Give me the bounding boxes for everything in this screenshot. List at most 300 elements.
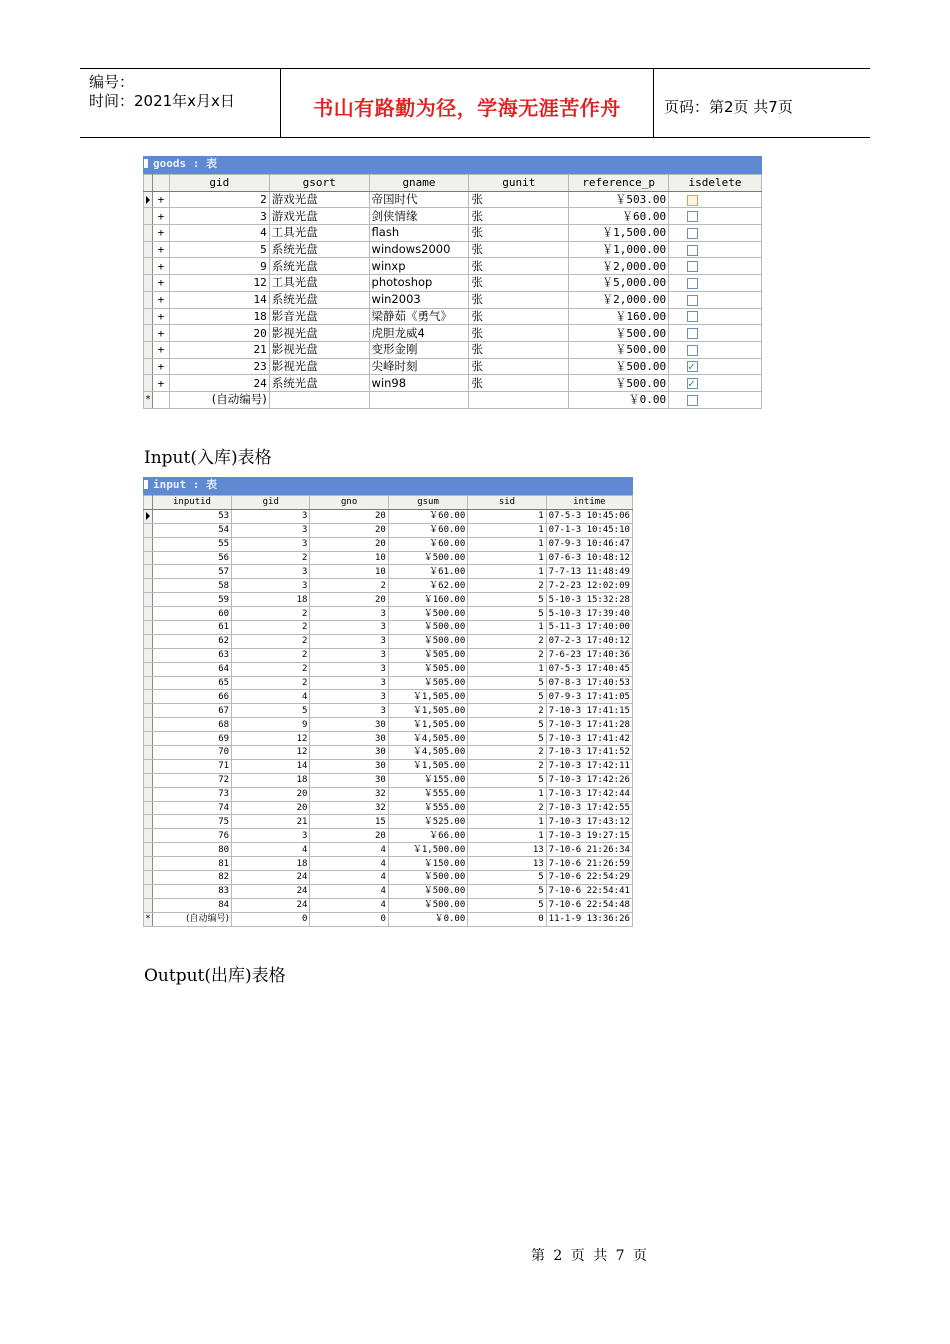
row-selector[interactable] xyxy=(144,565,153,579)
isdelete-checkbox[interactable] xyxy=(687,378,698,389)
cell-gid[interactable]: 3 xyxy=(169,208,269,225)
cell-gno[interactable]: 2 xyxy=(310,579,388,593)
table-row[interactable] xyxy=(144,241,762,258)
row-selector[interactable] xyxy=(144,634,153,648)
cell-sid[interactable]: 1 xyxy=(468,523,546,537)
cell-gid[interactable]: 14 xyxy=(169,291,269,308)
cell-gsum[interactable]: ￥505.00 xyxy=(388,662,467,676)
cell-gno[interactable]: 20 xyxy=(310,537,388,551)
cell-inputid[interactable]: 61 xyxy=(152,621,231,635)
cell-reference-p[interactable]: ￥1,000.00 xyxy=(569,241,669,258)
cell-isdelete[interactable] xyxy=(669,391,762,408)
cell-gno[interactable]: 4 xyxy=(310,857,388,871)
isdelete-checkbox[interactable] xyxy=(687,228,698,239)
table-row[interactable] xyxy=(144,676,633,690)
cell-gsum[interactable]: ￥62.00 xyxy=(388,579,467,593)
cell-reference-p[interactable]: ￥500.00 xyxy=(569,375,669,392)
cell-gsum[interactable]: ￥1,505.00 xyxy=(388,759,467,773)
table-row[interactable] xyxy=(144,884,633,898)
cell-intime[interactable]: 7-6-23 17:40:36 xyxy=(546,648,632,662)
table-row[interactable] xyxy=(144,593,633,607)
cell-gid[interactable]: 24 xyxy=(232,898,310,912)
cell-inputid[interactable]: 62 xyxy=(152,634,231,648)
cell-sid[interactable]: 2 xyxy=(468,746,546,760)
cell-intime[interactable]: 07-6-3 10:48:12 xyxy=(546,551,632,565)
table-row[interactable] xyxy=(144,843,633,857)
cell-gno[interactable]: 20 xyxy=(310,593,388,607)
cell-gsum[interactable]: ￥1,505.00 xyxy=(388,690,467,704)
row-selector[interactable] xyxy=(144,898,153,912)
cell-reference-p[interactable]: ￥2,000.00 xyxy=(569,258,669,275)
row-selector[interactable] xyxy=(144,579,153,593)
table-row[interactable] xyxy=(144,208,762,225)
cell-sid[interactable]: 2 xyxy=(468,579,546,593)
cell-sid[interactable]: 2 xyxy=(468,634,546,648)
cell-gname[interactable] xyxy=(369,391,469,408)
cell-gunit[interactable]: 张 xyxy=(469,225,569,242)
table-row[interactable] xyxy=(144,537,633,551)
expand-plus-icon[interactable]: + xyxy=(152,375,169,392)
cell-reference-p[interactable]: ￥503.00 xyxy=(569,191,669,208)
isdelete-checkbox[interactable] xyxy=(687,295,698,306)
new-record-marker[interactable]: * xyxy=(145,914,151,925)
cell-sid[interactable]: 1 xyxy=(468,551,546,565)
cell-gsum[interactable]: ￥0.00 xyxy=(388,912,467,926)
cell-inputid[interactable]: 83 xyxy=(152,884,231,898)
cell-intime[interactable]: 7-10-3 19:27:15 xyxy=(546,829,632,843)
cell-sid[interactable]: 1 xyxy=(468,829,546,843)
cell-sid[interactable]: 0 xyxy=(468,912,546,926)
cell-reference-p[interactable]: ￥2,000.00 xyxy=(569,291,669,308)
row-selector[interactable] xyxy=(144,208,153,225)
cell-gsum[interactable]: ￥4,505.00 xyxy=(388,732,467,746)
cell-inputid[interactable]: 66 xyxy=(152,690,231,704)
cell-gunit[interactable]: 张 xyxy=(469,341,569,358)
cell-gid[interactable]: 9 xyxy=(169,258,269,275)
row-selector[interactable] xyxy=(144,275,153,292)
cell-gno[interactable]: 3 xyxy=(310,704,388,718)
cell-inputid[interactable]: 55 xyxy=(152,537,231,551)
row-selector[interactable] xyxy=(144,593,153,607)
table-row[interactable] xyxy=(144,341,762,358)
isdelete-checkbox[interactable] xyxy=(687,211,698,222)
cell-intime[interactable]: 07-5-3 10:45:06 xyxy=(546,509,632,523)
cell-isdelete[interactable] xyxy=(669,275,762,292)
table-row[interactable] xyxy=(144,225,762,242)
cell-gid[interactable]: 3 xyxy=(232,579,310,593)
isdelete-checkbox[interactable] xyxy=(687,311,698,322)
row-selector[interactable] xyxy=(144,607,153,621)
cell-gid[interactable]: 2 xyxy=(232,648,310,662)
cell-sid[interactable]: 1 xyxy=(468,621,546,635)
cell-gsum[interactable]: ￥1,505.00 xyxy=(388,718,467,732)
cell-gname[interactable]: 梁静茹《勇气》 xyxy=(369,308,469,325)
cell-gsum[interactable]: ￥500.00 xyxy=(388,884,467,898)
cell-gno[interactable]: 3 xyxy=(310,607,388,621)
cell-sid[interactable]: 2 xyxy=(468,648,546,662)
table-row[interactable] xyxy=(144,648,633,662)
expand-plus-icon[interactable]: + xyxy=(152,258,169,275)
expand-plus-icon[interactable]: + xyxy=(152,191,169,208)
row-selector[interactable] xyxy=(144,258,153,275)
table-row[interactable] xyxy=(144,704,633,718)
cell-gname[interactable]: photoshop xyxy=(369,275,469,292)
cell-gno[interactable]: 3 xyxy=(310,690,388,704)
cell-gunit[interactable]: 张 xyxy=(469,191,569,208)
cell-isdelete[interactable] xyxy=(669,358,762,375)
row-selector[interactable] xyxy=(144,815,153,829)
cell-gsort[interactable]: 影视光盘 xyxy=(269,341,369,358)
cell-gno[interactable]: 3 xyxy=(310,676,388,690)
row-selector[interactable] xyxy=(144,621,153,635)
cell-gno[interactable]: 4 xyxy=(310,884,388,898)
cell-gid[interactable]: 24 xyxy=(232,871,310,885)
cell-reference-p[interactable]: ￥500.00 xyxy=(569,358,669,375)
cell-isdelete[interactable] xyxy=(669,208,762,225)
column-header-gunit[interactable]: gunit xyxy=(469,175,569,192)
cell-isdelete[interactable] xyxy=(669,341,762,358)
cell-intime[interactable]: 7-10-3 17:42:11 xyxy=(546,759,632,773)
cell-gunit[interactable]: 张 xyxy=(469,208,569,225)
cell-gsort[interactable]: 系统光盘 xyxy=(269,241,369,258)
expand-plus-icon[interactable]: + xyxy=(152,291,169,308)
cell-intime[interactable]: 7-10-3 17:42:55 xyxy=(546,801,632,815)
expand-plus-icon[interactable]: + xyxy=(152,341,169,358)
cell-gid[interactable]: 20 xyxy=(232,787,310,801)
cell-inputid[interactable]: 82 xyxy=(152,871,231,885)
cell-reference-p[interactable]: ￥0.00 xyxy=(569,391,669,408)
cell-gid[interactable]: 24 xyxy=(232,884,310,898)
table-row[interactable] xyxy=(144,871,633,885)
cell-gname[interactable]: windows2000 xyxy=(369,241,469,258)
table-row[interactable] xyxy=(144,801,633,815)
cell-gno[interactable]: 4 xyxy=(310,843,388,857)
isdelete-checkbox[interactable] xyxy=(687,261,698,272)
cell-gno[interactable]: 3 xyxy=(310,634,388,648)
cell-gsum[interactable]: ￥500.00 xyxy=(388,607,467,621)
column-header-gname[interactable]: gname xyxy=(369,175,469,192)
cell-gid[interactable]: 5 xyxy=(169,241,269,258)
cell-intime[interactable]: 5-10-3 15:32:28 xyxy=(546,593,632,607)
cell-sid[interactable]: 1 xyxy=(468,815,546,829)
cell-sid[interactable]: 5 xyxy=(468,718,546,732)
row-selector[interactable] xyxy=(144,325,153,342)
cell-gsort[interactable]: 系统光盘 xyxy=(269,291,369,308)
cell-gid[interactable]: 18 xyxy=(232,857,310,871)
cell-intime[interactable]: 07-5-3 17:40:45 xyxy=(546,662,632,676)
row-selector[interactable] xyxy=(144,662,153,676)
cell-intime[interactable]: 07-9-3 17:41:05 xyxy=(546,690,632,704)
cell-intime[interactable]: 7-10-3 17:41:52 xyxy=(546,746,632,760)
cell-gid[interactable]: 3 xyxy=(232,565,310,579)
cell-gid[interactable]: 24 xyxy=(169,375,269,392)
cell-gid[interactable]: 23 xyxy=(169,358,269,375)
cell-sid[interactable]: 2 xyxy=(468,759,546,773)
cell-inputid[interactable]: 80 xyxy=(152,843,231,857)
cell-gno[interactable]: 20 xyxy=(310,509,388,523)
cell-inputid[interactable]: 60 xyxy=(152,607,231,621)
cell-gno[interactable]: 15 xyxy=(310,815,388,829)
row-selector[interactable] xyxy=(144,871,153,885)
table-row[interactable] xyxy=(144,191,762,208)
cell-intime[interactable]: 7-10-6 21:26:59 xyxy=(546,857,632,871)
row-selector[interactable] xyxy=(144,759,153,773)
cell-gname[interactable]: win98 xyxy=(369,375,469,392)
row-selector[interactable] xyxy=(144,308,153,325)
cell-intime[interactable]: 7-2-23 12:02:09 xyxy=(546,579,632,593)
row-selector[interactable] xyxy=(144,225,153,242)
cell-gunit[interactable]: 张 xyxy=(469,241,569,258)
cell-gno[interactable]: 32 xyxy=(310,787,388,801)
cell-inputid[interactable]: 74 xyxy=(152,801,231,815)
isdelete-checkbox[interactable] xyxy=(687,345,698,356)
table-row[interactable] xyxy=(144,258,762,275)
cell-gsum[interactable]: ￥525.00 xyxy=(388,815,467,829)
cell-gid[interactable]: 2 xyxy=(232,634,310,648)
cell-isdelete[interactable] xyxy=(669,291,762,308)
cell-gid[interactable]: 3 xyxy=(232,523,310,537)
cell-gno[interactable]: 30 xyxy=(310,759,388,773)
cell-gname[interactable]: 帝国时代 xyxy=(369,191,469,208)
row-selector[interactable] xyxy=(144,704,153,718)
row-selector[interactable] xyxy=(144,341,153,358)
table-row[interactable] xyxy=(144,829,633,843)
cell-inputid[interactable]: 68 xyxy=(152,718,231,732)
cell-gsum[interactable]: ￥500.00 xyxy=(388,898,467,912)
cell-intime[interactable]: 07-2-3 17:40:12 xyxy=(546,634,632,648)
cell-gid[interactable]: 18 xyxy=(232,593,310,607)
table-row[interactable] xyxy=(144,565,633,579)
cell-gsort[interactable]: 游戏光盘 xyxy=(269,191,369,208)
isdelete-checkbox[interactable] xyxy=(687,245,698,256)
cell-sid[interactable]: 1 xyxy=(468,509,546,523)
table-row[interactable] xyxy=(144,690,633,704)
cell-sid[interactable]: 5 xyxy=(468,607,546,621)
column-header-intime[interactable]: intime xyxy=(546,496,632,510)
cell-intime[interactable]: 7-10-3 17:43:12 xyxy=(546,815,632,829)
cell-sid[interactable]: 1 xyxy=(468,662,546,676)
new-record-marker[interactable]: * xyxy=(144,391,153,408)
row-selector[interactable] xyxy=(144,732,153,746)
cell-gid[interactable]: 2 xyxy=(232,676,310,690)
cell-gsort[interactable]: 影音光盘 xyxy=(269,308,369,325)
cell-reference-p[interactable]: ￥1,500.00 xyxy=(569,225,669,242)
cell-gsum[interactable]: ￥500.00 xyxy=(388,551,467,565)
cell-gsum[interactable]: ￥505.00 xyxy=(388,648,467,662)
row-selector[interactable] xyxy=(144,843,153,857)
cell-gsort[interactable]: 游戏光盘 xyxy=(269,208,369,225)
cell-gid[interactable]: 9 xyxy=(232,718,310,732)
cell-gname[interactable]: 剑侠情缘 xyxy=(369,208,469,225)
cell-intime[interactable]: 11-1-9 13:36:26 xyxy=(546,912,632,926)
cell-inputid[interactable]: 53 xyxy=(152,509,231,523)
cell-gsum[interactable]: ￥150.00 xyxy=(388,857,467,871)
cell-inputid[interactable]: 75 xyxy=(152,815,231,829)
cell-gid[interactable]: 2 xyxy=(232,551,310,565)
cell-gid[interactable]: 18 xyxy=(169,308,269,325)
cell-gid[interactable]: 20 xyxy=(232,801,310,815)
cell-isdelete[interactable] xyxy=(669,241,762,258)
column-header-inputid[interactable]: inputid xyxy=(152,496,231,510)
table-row[interactable] xyxy=(144,579,633,593)
cell-inputid[interactable]: 70 xyxy=(152,746,231,760)
cell-sid[interactable]: 13 xyxy=(468,857,546,871)
cell-gid[interactable]: (自动编号) xyxy=(169,391,269,408)
cell-gname[interactable]: flash xyxy=(369,225,469,242)
cell-inputid[interactable]: 76 xyxy=(152,829,231,843)
cell-gname[interactable]: winxp xyxy=(369,258,469,275)
cell-inputid[interactable]: 58 xyxy=(152,579,231,593)
row-selector[interactable] xyxy=(144,884,153,898)
cell-inputid[interactable]: 54 xyxy=(152,523,231,537)
cell-gsum[interactable]: ￥505.00 xyxy=(388,676,467,690)
cell-inputid[interactable]: 59 xyxy=(152,593,231,607)
table-row[interactable] xyxy=(144,358,762,375)
table-row[interactable] xyxy=(144,773,633,787)
column-header-reference-p[interactable]: reference_p xyxy=(569,175,669,192)
cell-gid[interactable]: 2 xyxy=(232,662,310,676)
cell-gid[interactable]: 4 xyxy=(232,690,310,704)
row-selector[interactable] xyxy=(144,537,153,551)
cell-gid[interactable]: 21 xyxy=(169,341,269,358)
cell-gunit[interactable]: 张 xyxy=(469,308,569,325)
cell-gsort[interactable] xyxy=(269,391,369,408)
column-header-gno[interactable]: gno xyxy=(310,496,388,510)
cell-intime[interactable]: 7-10-6 22:54:41 xyxy=(546,884,632,898)
cell-inputid[interactable]: 72 xyxy=(152,773,231,787)
expand-plus-icon[interactable]: + xyxy=(152,275,169,292)
cell-gsort[interactable]: 工具光盘 xyxy=(269,225,369,242)
cell-gid[interactable]: 12 xyxy=(169,275,269,292)
cell-inputid[interactable]: 64 xyxy=(152,662,231,676)
table-row[interactable] xyxy=(144,523,633,537)
row-selector[interactable] xyxy=(144,358,153,375)
cell-intime[interactable]: 7-10-3 17:41:15 xyxy=(546,704,632,718)
cell-intime[interactable]: 07-9-3 10:46:47 xyxy=(546,537,632,551)
table-row[interactable] xyxy=(144,815,633,829)
cell-gno[interactable]: 3 xyxy=(310,648,388,662)
cell-gid[interactable]: 12 xyxy=(232,732,310,746)
cell-gno[interactable]: 0 xyxy=(310,912,388,926)
cell-gsum[interactable]: ￥160.00 xyxy=(388,593,467,607)
cell-inputid[interactable]: 69 xyxy=(152,732,231,746)
cell-gunit[interactable] xyxy=(469,391,569,408)
cell-gid[interactable]: 4 xyxy=(169,225,269,242)
cell-reference-p[interactable]: ￥60.00 xyxy=(569,208,669,225)
cell-gid[interactable]: 2 xyxy=(232,621,310,635)
table-row[interactable] xyxy=(144,607,633,621)
row-selector[interactable] xyxy=(144,690,153,704)
table-row[interactable] xyxy=(144,759,633,773)
cell-gsum[interactable]: ￥66.00 xyxy=(388,829,467,843)
cell-sid[interactable]: 5 xyxy=(468,773,546,787)
cell-sid[interactable]: 5 xyxy=(468,676,546,690)
cell-intime[interactable]: 7-10-3 17:41:28 xyxy=(546,718,632,732)
column-header-gsum[interactable]: gsum xyxy=(388,496,467,510)
cell-intime[interactable]: 7-10-3 17:42:44 xyxy=(546,787,632,801)
cell-gsort[interactable]: 系统光盘 xyxy=(269,258,369,275)
cell-inputid[interactable]: 63 xyxy=(152,648,231,662)
cell-gsum[interactable]: ￥1,505.00 xyxy=(388,704,467,718)
cell-gid[interactable]: 3 xyxy=(232,537,310,551)
table-row[interactable] xyxy=(144,857,633,871)
table-row[interactable] xyxy=(144,732,633,746)
row-selector[interactable] xyxy=(144,718,153,732)
cell-inputid[interactable]: 73 xyxy=(152,787,231,801)
table-row[interactable] xyxy=(144,662,633,676)
cell-gunit[interactable]: 张 xyxy=(469,375,569,392)
cell-gid[interactable]: 18 xyxy=(232,773,310,787)
isdelete-checkbox[interactable] xyxy=(687,328,698,339)
table-row[interactable] xyxy=(144,291,762,308)
cell-gsum[interactable]: ￥155.00 xyxy=(388,773,467,787)
cell-gid[interactable]: 5 xyxy=(232,704,310,718)
cell-gsort[interactable]: 影视光盘 xyxy=(269,325,369,342)
cell-intime[interactable]: 7-10-3 17:41:42 xyxy=(546,732,632,746)
cell-sid[interactable]: 1 xyxy=(468,787,546,801)
cell-intime[interactable]: 7-10-6 22:54:48 xyxy=(546,898,632,912)
cell-gunit[interactable]: 张 xyxy=(469,325,569,342)
cell-gsum[interactable]: ￥1,500.00 xyxy=(388,843,467,857)
expand-plus-icon[interactable]: + xyxy=(152,308,169,325)
cell-gsum[interactable]: ￥500.00 xyxy=(388,621,467,635)
cell-gsum[interactable]: ￥4,505.00 xyxy=(388,746,467,760)
cell-gid[interactable]: 3 xyxy=(232,509,310,523)
cell-gsum[interactable]: ￥500.00 xyxy=(388,634,467,648)
row-selector[interactable] xyxy=(144,787,153,801)
cell-isdelete[interactable] xyxy=(669,308,762,325)
row-selector[interactable] xyxy=(144,375,153,392)
new-record-row[interactable] xyxy=(144,912,633,926)
cell-gunit[interactable]: 张 xyxy=(469,275,569,292)
cell-gsort[interactable]: 工具光盘 xyxy=(269,275,369,292)
table-row[interactable] xyxy=(144,898,633,912)
row-selector[interactable] xyxy=(144,773,153,787)
cell-gno[interactable]: 30 xyxy=(310,718,388,732)
cell-gsum[interactable]: ￥555.00 xyxy=(388,787,467,801)
cell-gno[interactable]: 30 xyxy=(310,746,388,760)
cell-gsum[interactable]: ￥60.00 xyxy=(388,537,467,551)
cell-gname[interactable]: 尖峰时刻 xyxy=(369,358,469,375)
cell-gsum[interactable]: ￥555.00 xyxy=(388,801,467,815)
table-row[interactable] xyxy=(144,375,762,392)
row-selector[interactable] xyxy=(144,241,153,258)
row-selector[interactable] xyxy=(144,857,153,871)
expand-plus-icon[interactable]: + xyxy=(152,241,169,258)
row-selector[interactable] xyxy=(144,746,153,760)
cell-sid[interactable]: 5 xyxy=(468,593,546,607)
cell-gsum[interactable]: ￥60.00 xyxy=(388,509,467,523)
cell-sid[interactable]: 2 xyxy=(468,801,546,815)
cell-inputid[interactable]: 67 xyxy=(152,704,231,718)
cell-intime[interactable]: 7-10-6 21:26:34 xyxy=(546,843,632,857)
expand-plus-icon[interactable]: + xyxy=(152,208,169,225)
cell-inputid[interactable]: 71 xyxy=(152,759,231,773)
cell-gid[interactable]: 2 xyxy=(232,607,310,621)
cell-gsum[interactable]: ￥61.00 xyxy=(388,565,467,579)
cell-sid[interactable]: 5 xyxy=(468,732,546,746)
cell-inputid[interactable]: 57 xyxy=(152,565,231,579)
table-row[interactable] xyxy=(144,787,633,801)
row-selector[interactable] xyxy=(144,676,153,690)
cell-gunit[interactable]: 张 xyxy=(469,258,569,275)
cell-intime[interactable]: 7-7-13 11:48:49 xyxy=(546,565,632,579)
isdelete-checkbox[interactable] xyxy=(687,278,698,289)
cell-gsort[interactable]: 影视光盘 xyxy=(269,358,369,375)
cell-intime[interactable]: 5-11-3 17:40:00 xyxy=(546,621,632,635)
expand-plus-icon[interactable]: + xyxy=(152,325,169,342)
cell-reference-p[interactable]: ￥500.00 xyxy=(569,341,669,358)
